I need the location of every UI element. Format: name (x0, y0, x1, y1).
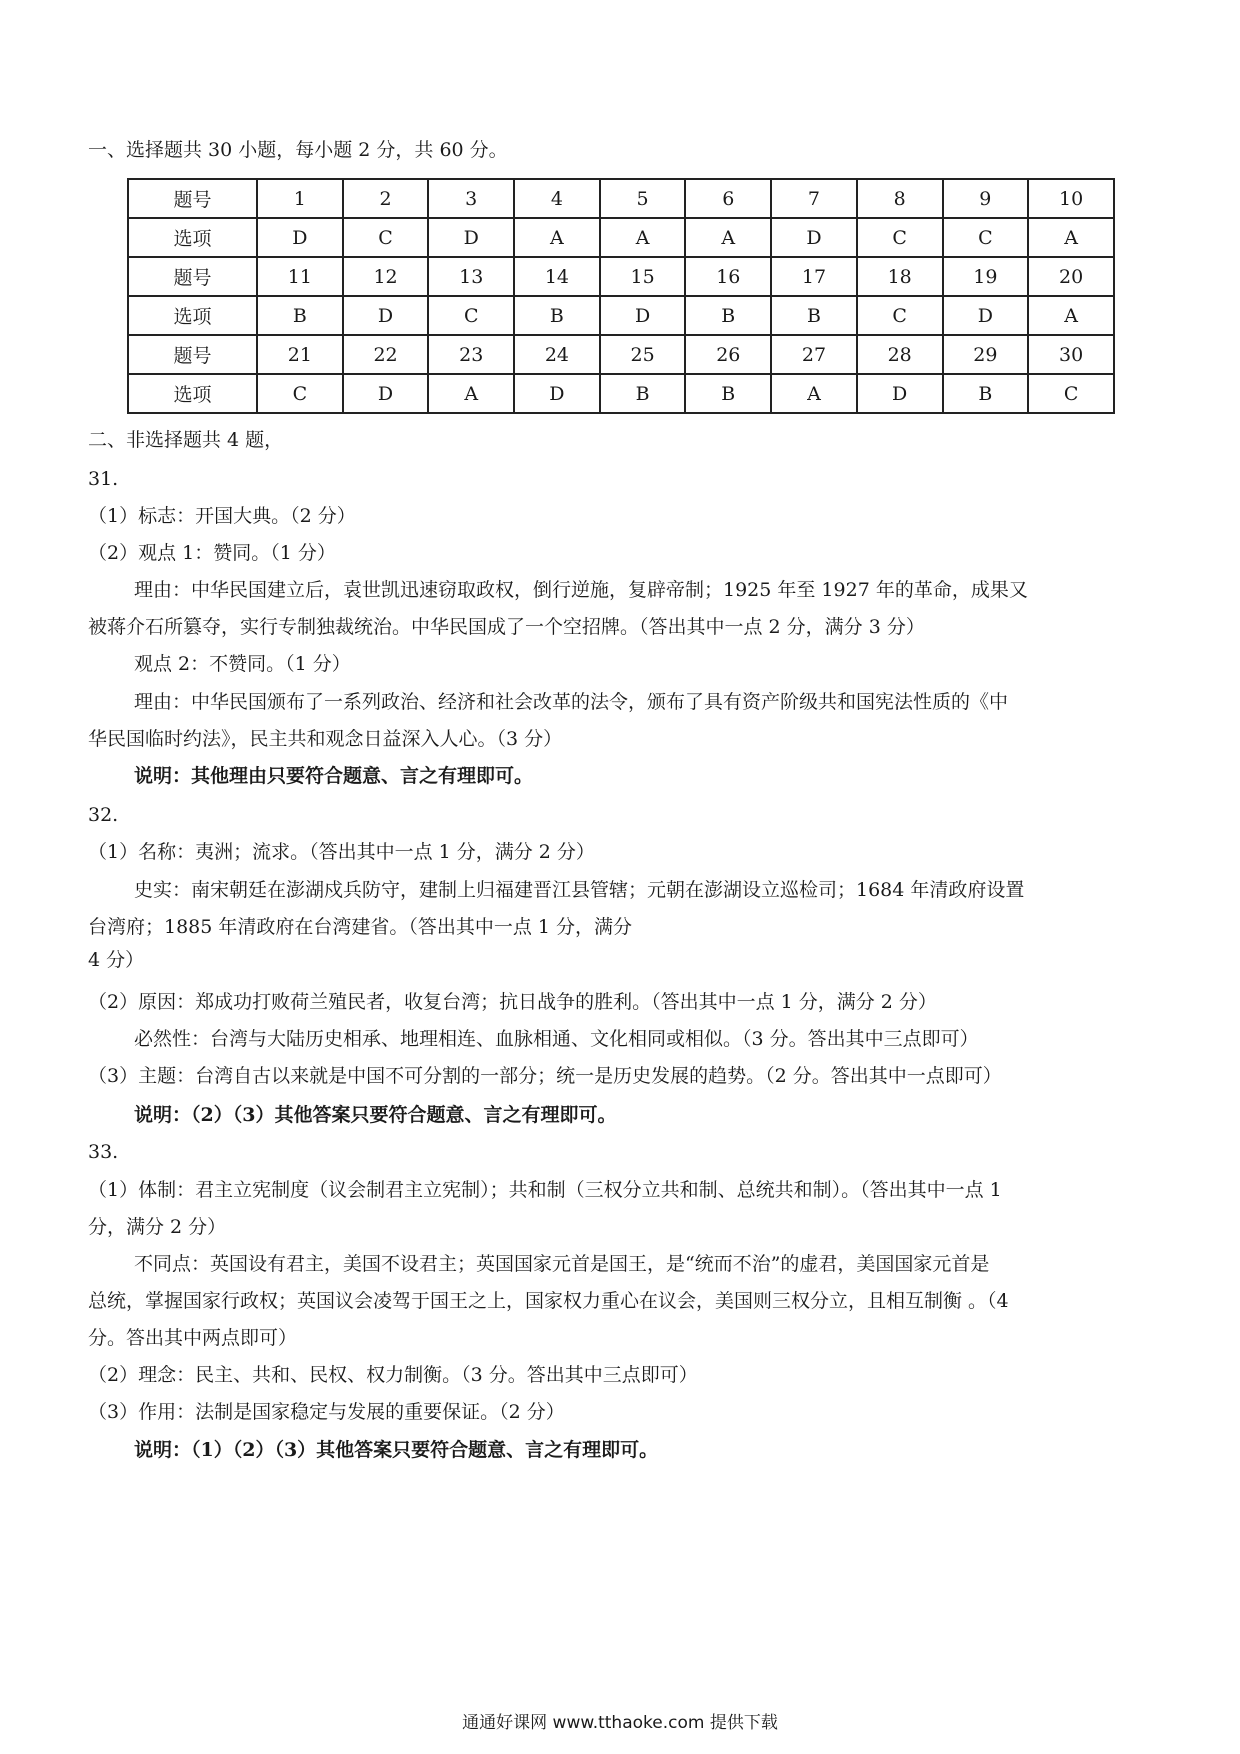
table-cell: B (771, 296, 857, 335)
table-cell: 11 (257, 257, 343, 296)
section-one-heading: 一、选择题共 30 小题，每小题 2 分，共 60 分。 (88, 139, 508, 161)
table-cell: 16 (685, 257, 771, 296)
table-row (128, 335, 1114, 374)
table-cell: 8 (857, 179, 943, 218)
table-cell: D (343, 374, 429, 413)
table-cell: C (857, 218, 943, 257)
table-cell: 7 (771, 179, 857, 218)
table-row (128, 257, 1114, 296)
table-cell: A (600, 218, 686, 257)
table-cell: C (428, 296, 514, 335)
row-label: 题号 (128, 257, 257, 296)
answer-line: （3）作用：法制是国家稳定与发展的重要保证。（2 分） (88, 1401, 565, 1423)
table-row (128, 374, 1114, 413)
section-two-heading: 二、非选择题共 4 题， (88, 429, 284, 451)
answer-line: （2）理念：民主、共和、民权、权力制衡。（3 分。答出其中三点即可） (88, 1364, 698, 1386)
table-cell: 5 (600, 179, 686, 218)
note-line: 说明：（1）（2）（3）其他答案只要符合题意、言之有理即可。 (134, 1439, 659, 1461)
note-line: 说明：其他理由只要符合题意、言之有理即可。 (134, 765, 534, 787)
answer-line: 史实：南宋朝廷在澎湖戍兵防守，建制上归福建晋江县管辖；元朝在澎湖设立巡检司；1684 年清政府设置 (134, 879, 1025, 901)
answer-line: （1）名称：夷洲；流求。（答出其中一点 1 分，满分 2 分） (88, 841, 595, 863)
table-cell: C (257, 374, 343, 413)
table-cell: 23 (428, 335, 514, 374)
table-cell: A (1028, 296, 1114, 335)
answer-line: 理由：中华民国颁布了一系列政治、经济和社会改革的法令，颁布了具有资产阶级共和国宪法性质的《中 (134, 691, 1009, 713)
table-cell: C (1028, 374, 1114, 413)
table-row (128, 218, 1114, 257)
answer-line: 观点 2：不赞同。（1 分） (134, 653, 351, 675)
answer-line: 分，满分 2 分） (88, 1216, 227, 1238)
table-cell: 12 (343, 257, 429, 296)
table-cell: B (943, 374, 1029, 413)
table-cell: 24 (514, 335, 600, 374)
table-cell: 21 (257, 335, 343, 374)
answer-line: （2）观点 1：赞同。（1 分） (88, 542, 336, 564)
row-label: 选项 (128, 296, 257, 335)
answer-line: 被蒋介石所篡夺，实行专制独裁统治。中华民国成了一个空招牌。（答出其中一点 2 分，满分 3 分） (88, 616, 925, 638)
table-cell: 15 (600, 257, 686, 296)
table-cell: A (514, 218, 600, 257)
table-cell: C (857, 296, 943, 335)
table-cell: A (771, 374, 857, 413)
table-cell: 29 (943, 335, 1029, 374)
table-cell: 4 (514, 179, 600, 218)
answer-line: （1）体制：君主立宪制度（议会制君主立宪制）；共和制（三权分立共和制、总统共和制）。（答出其中一点 1 (88, 1179, 1002, 1201)
answer-line: 华民国临时约法》，民主共和观念日益深入人心。（3 分） (88, 728, 563, 750)
table-cell: D (857, 374, 943, 413)
table-cell: 28 (857, 335, 943, 374)
table-cell: 27 (771, 335, 857, 374)
table-row (128, 179, 1114, 218)
table-cell: B (685, 374, 771, 413)
answer-line: （1）标志：开国大典。（2 分） (88, 505, 356, 527)
table-cell: 19 (943, 257, 1029, 296)
table-cell: 1 (257, 179, 343, 218)
answer-line: 不同点：英国设有君主，美国不设君主；英国国家元首是国王，是“统而不治”的虚君，美国国家元首是 (134, 1253, 990, 1275)
table-cell: D (257, 218, 343, 257)
table-cell: 26 (685, 335, 771, 374)
table-cell: 9 (943, 179, 1029, 218)
table-cell: 17 (771, 257, 857, 296)
table-cell: B (600, 374, 686, 413)
answer-key-table (127, 178, 1115, 414)
table-cell: 20 (1028, 257, 1114, 296)
table-row (128, 296, 1114, 335)
table-cell: 6 (685, 179, 771, 218)
table-cell: B (257, 296, 343, 335)
table-cell: D (943, 296, 1029, 335)
table-cell: 3 (428, 179, 514, 218)
footer-source: 通通好课网 www.tthaoke.com 提供下载 (462, 1713, 778, 1733)
answer-line: 必然性：台湾与大陆历史相承、地理相连、血脉相通、文化相同或相似。（3 分。答出其中三点即可） (134, 1028, 979, 1050)
table-cell: B (685, 296, 771, 335)
table-cell: 18 (857, 257, 943, 296)
answer-line: 总统，掌握国家行政权；英国议会凌驾于国王之上，国家权力重心在议会，美国则三权分立，且相互制衡 。（4 (88, 1290, 1009, 1312)
table-cell: A (1028, 218, 1114, 257)
answer-line: 分。答出其中两点即可） (88, 1327, 298, 1349)
row-label: 选项 (128, 374, 257, 413)
answer-line: 33. (88, 1141, 119, 1163)
answer-line: 32. (88, 804, 119, 826)
table-cell: D (428, 218, 514, 257)
table-cell: 25 (600, 335, 686, 374)
table-cell: 14 (514, 257, 600, 296)
answer-line: 理由：中华民国建立后，袁世凯迅速窃取政权，倒行逆施，复辟帝制；1925 年至 1927 年的革命，成果又 (134, 579, 1028, 601)
answer-line: 4 分） (88, 949, 145, 971)
table-cell: 2 (343, 179, 429, 218)
table-cell: 13 (428, 257, 514, 296)
answer-line: （3）主题：台湾自古以来就是中国不可分割的一部分；统一是历史发展的趋势。（2 分。答出其中一点即可） (88, 1065, 1002, 1087)
table-cell: A (428, 374, 514, 413)
table-cell: A (685, 218, 771, 257)
table-cell: D (600, 296, 686, 335)
note-line: 说明：（2）（3）其他答案只要符合题意、言之有理即可。 (134, 1104, 617, 1126)
answer-line: （2）原因：郑成功打败荷兰殖民者，收复台湾；抗日战争的胜利。（答出其中一点 1 分，满分 2 分） (88, 991, 937, 1013)
answer-line: 31. (88, 468, 119, 490)
row-label: 题号 (128, 179, 257, 218)
answer-line: 台湾府；1885 年清政府在台湾建省。（答出其中一点 1 分，满分 (88, 916, 633, 938)
table-cell: C (343, 218, 429, 257)
row-label: 选项 (128, 218, 257, 257)
table-cell: D (343, 296, 429, 335)
table-cell: 10 (1028, 179, 1114, 218)
table-cell: B (514, 296, 600, 335)
table-cell: D (514, 374, 600, 413)
table-cell: C (943, 218, 1029, 257)
row-label: 题号 (128, 335, 257, 374)
table-cell: 22 (343, 335, 429, 374)
table-cell: D (771, 218, 857, 257)
table-cell: 30 (1028, 335, 1114, 374)
